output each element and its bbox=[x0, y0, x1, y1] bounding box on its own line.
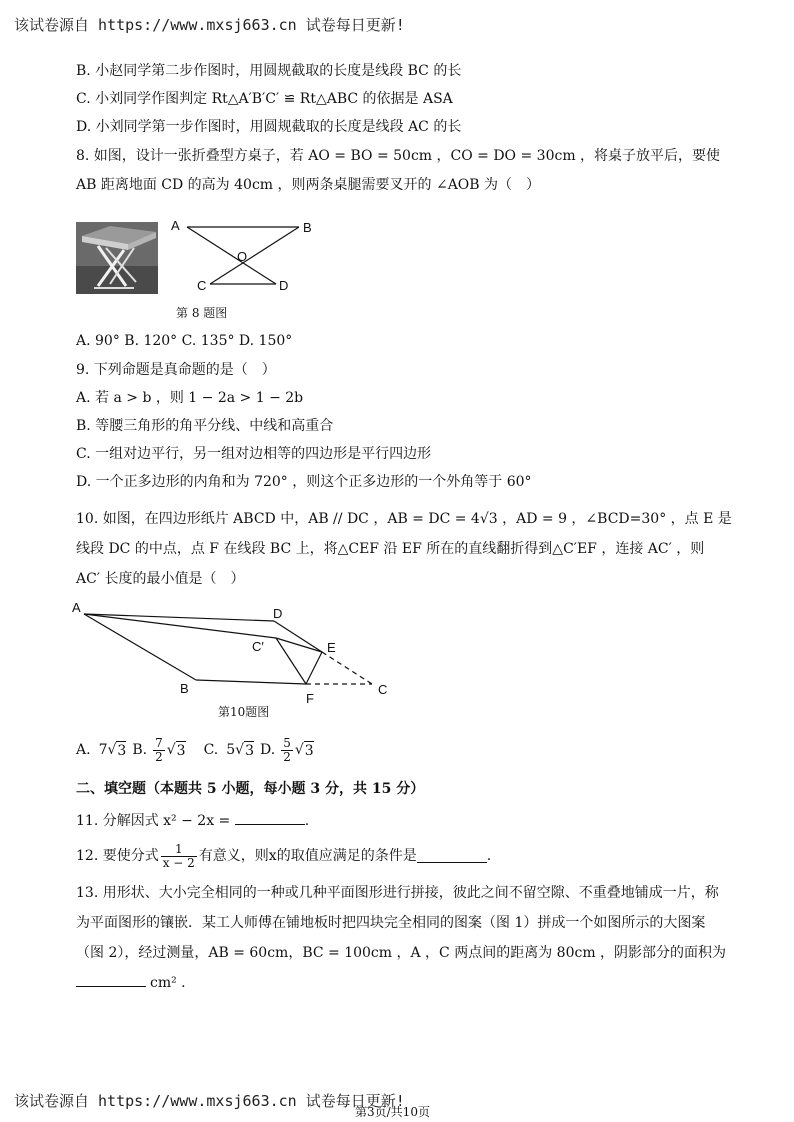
q12-numerator: 1 bbox=[161, 843, 197, 857]
q8-label-d: D bbox=[279, 278, 289, 293]
q8-label-b: B bbox=[303, 220, 312, 235]
q11-answer-blank bbox=[235, 812, 305, 825]
q10-option-c-coef: 5 bbox=[226, 742, 236, 758]
q10-option-c-label: C. bbox=[203, 742, 219, 758]
q10-option-d-fraction bbox=[281, 737, 293, 764]
q9-stem: 9. 下列命题是真命题的是（ ） bbox=[76, 362, 276, 378]
q11 bbox=[76, 812, 309, 830]
q10-options: A. 7 √ 3 B. $\frac{7}{2}$ √ 3 C. 5 √ 3 D. $\frac{5}{2}$ √ 3 bbox=[76, 735, 314, 764]
q8-stem-line1: 8. 如图，设计一张折叠型方桌子，若 AO = BO = 50cm ，CO = DO = 30cm ，将桌子放平后，要使 bbox=[76, 148, 721, 164]
q11-end: . bbox=[304, 813, 310, 829]
q8-figure-caption: 第 8 题图 bbox=[176, 306, 228, 320]
q10-geometry-figure bbox=[66, 596, 406, 708]
q7-option-b: B. 小赵同学第二步作图时，用圆规截取的长度是线段 BC 的长 bbox=[76, 63, 462, 79]
q13-line2: 为平面图形的镶嵌．某工人师傅在铺地板时把四块完全相同的图案（图 1）拼成一个如图所示的大图案 bbox=[76, 915, 706, 931]
q10-option-a-coef: 7 bbox=[98, 742, 108, 758]
q9-option-b: B. 等腰三角形的角平分线、中线和高重合 bbox=[76, 418, 334, 434]
q10-option-d-label: D. bbox=[260, 742, 276, 758]
q13-line3: （图 2），经过测量，AB = 60cm，BC = 100cm ，A ，C 两点间的距离为 80cm ，阴影部分的面积为 bbox=[76, 945, 727, 961]
q7-option-c: C. 小刘同学作图判定 Rt△A′B′C′ ≌ Rt△ABC 的依据是 ASA bbox=[76, 91, 453, 107]
q9-option-c: C. 一组对边平行，另一组对边相等的四边形是平行四边形 bbox=[76, 446, 432, 462]
q9-option-a: A. 若 a > b ，则 1 − 2a > 1 − 2b bbox=[76, 390, 304, 406]
q7-option-d: D. 小刘同学第一步作图时，用圆规截取的长度是线段 AC 的长 bbox=[76, 119, 462, 135]
q9-option-d: D. 一个正多边形的内角和为 720° ，则这个正多边形的一个外角等于 60° bbox=[76, 474, 532, 490]
q10-option-b-denominator: 2 bbox=[155, 749, 163, 764]
page-number: 第3页/共10页 bbox=[355, 1105, 430, 1119]
q10-option-a-label: A. bbox=[76, 742, 91, 758]
q12-pre: 12. 要使分式 bbox=[76, 848, 159, 864]
q10-option-b-label: B. bbox=[132, 742, 148, 758]
q12 bbox=[76, 838, 491, 874]
q13-line1: 13. 用形状、大小完全相同的一种或几种平面图形进行拼接，彼此之间不留空隙、不重叠地铺成一片，称 bbox=[76, 885, 719, 901]
q10-option-b-fraction bbox=[153, 737, 165, 764]
q10-label-f: F bbox=[306, 691, 314, 706]
q10-option-d-numerator: 5 bbox=[283, 735, 291, 750]
q10-option-d-denominator: 2 bbox=[283, 749, 291, 764]
q10-label-e: E bbox=[327, 640, 336, 655]
q8-label-c: C bbox=[197, 278, 207, 293]
q8-label-a: A bbox=[171, 218, 180, 233]
q10-label-c-prime: C′ bbox=[252, 639, 264, 654]
q10-stem-line3: AC′ 长度的最小值是（ ） bbox=[76, 571, 245, 587]
q12-post: 有意义，则x的取值应满足的条件是 bbox=[198, 848, 417, 864]
q8-options: A. 90° B. 120° C. 135° D. 150° bbox=[76, 333, 293, 349]
header-watermark: 该试卷源自 https://www.mxsj663.cn 试卷每日更新! bbox=[14, 16, 405, 34]
footer-watermark: 该试卷源自 https://www.mxsj663.cn 试卷每日更新! bbox=[14, 1092, 405, 1110]
q11-text: 11. 分解因式 x² − 2x = bbox=[76, 813, 235, 829]
q10-option-b-radicand: 3 bbox=[176, 742, 186, 759]
q13-line4 bbox=[76, 974, 186, 992]
q12-fraction bbox=[161, 843, 197, 870]
q12-denominator: x − 2 bbox=[162, 855, 195, 870]
q10-option-c-radicand: 3 bbox=[245, 742, 254, 759]
q10-figure-caption: 第10题图 bbox=[218, 705, 270, 719]
section-2-title: 二、填空题（本题共 5 小题，每小题 3 分，共 15 分） bbox=[76, 781, 425, 797]
q8-label-o: O bbox=[237, 249, 248, 264]
q10-label-b: B bbox=[180, 681, 189, 696]
q10-option-d-radicand: 3 bbox=[304, 742, 314, 759]
q10-label-d: D bbox=[273, 606, 283, 621]
q10-label-a: A bbox=[72, 600, 81, 615]
q8-geometry-figure bbox=[165, 214, 315, 296]
q10-option-b-numerator: 7 bbox=[155, 735, 163, 750]
q12-end: . bbox=[486, 848, 492, 864]
q10-label-c: C bbox=[378, 682, 388, 697]
q8-table-photo bbox=[76, 222, 158, 294]
q10-option-a-radicand: 3 bbox=[117, 742, 127, 759]
q8-stem-line2: AB 距离地面 CD 的高为 40cm ，则两条桌腿需要叉开的 ∠AOB 为（ ） bbox=[76, 177, 541, 193]
q13-unit: cm² . bbox=[150, 975, 186, 991]
q10-stem-line1: 10. 如图，在四边形纸片 ABCD 中，AB // DC ，AB = DC = 4√3 ，AD = 9 ，∠BCD=30° ，点 E 是 bbox=[76, 511, 732, 527]
q13-answer-blank bbox=[76, 974, 146, 987]
q10-stem-line2: 线段 DC 的中点，点 F 在线段 BC 上，将△CEF 沿 EF 所在的直线翻折得到△C′EF ，连接 AC′ ，则 bbox=[76, 541, 705, 557]
q12-answer-blank bbox=[417, 850, 487, 863]
